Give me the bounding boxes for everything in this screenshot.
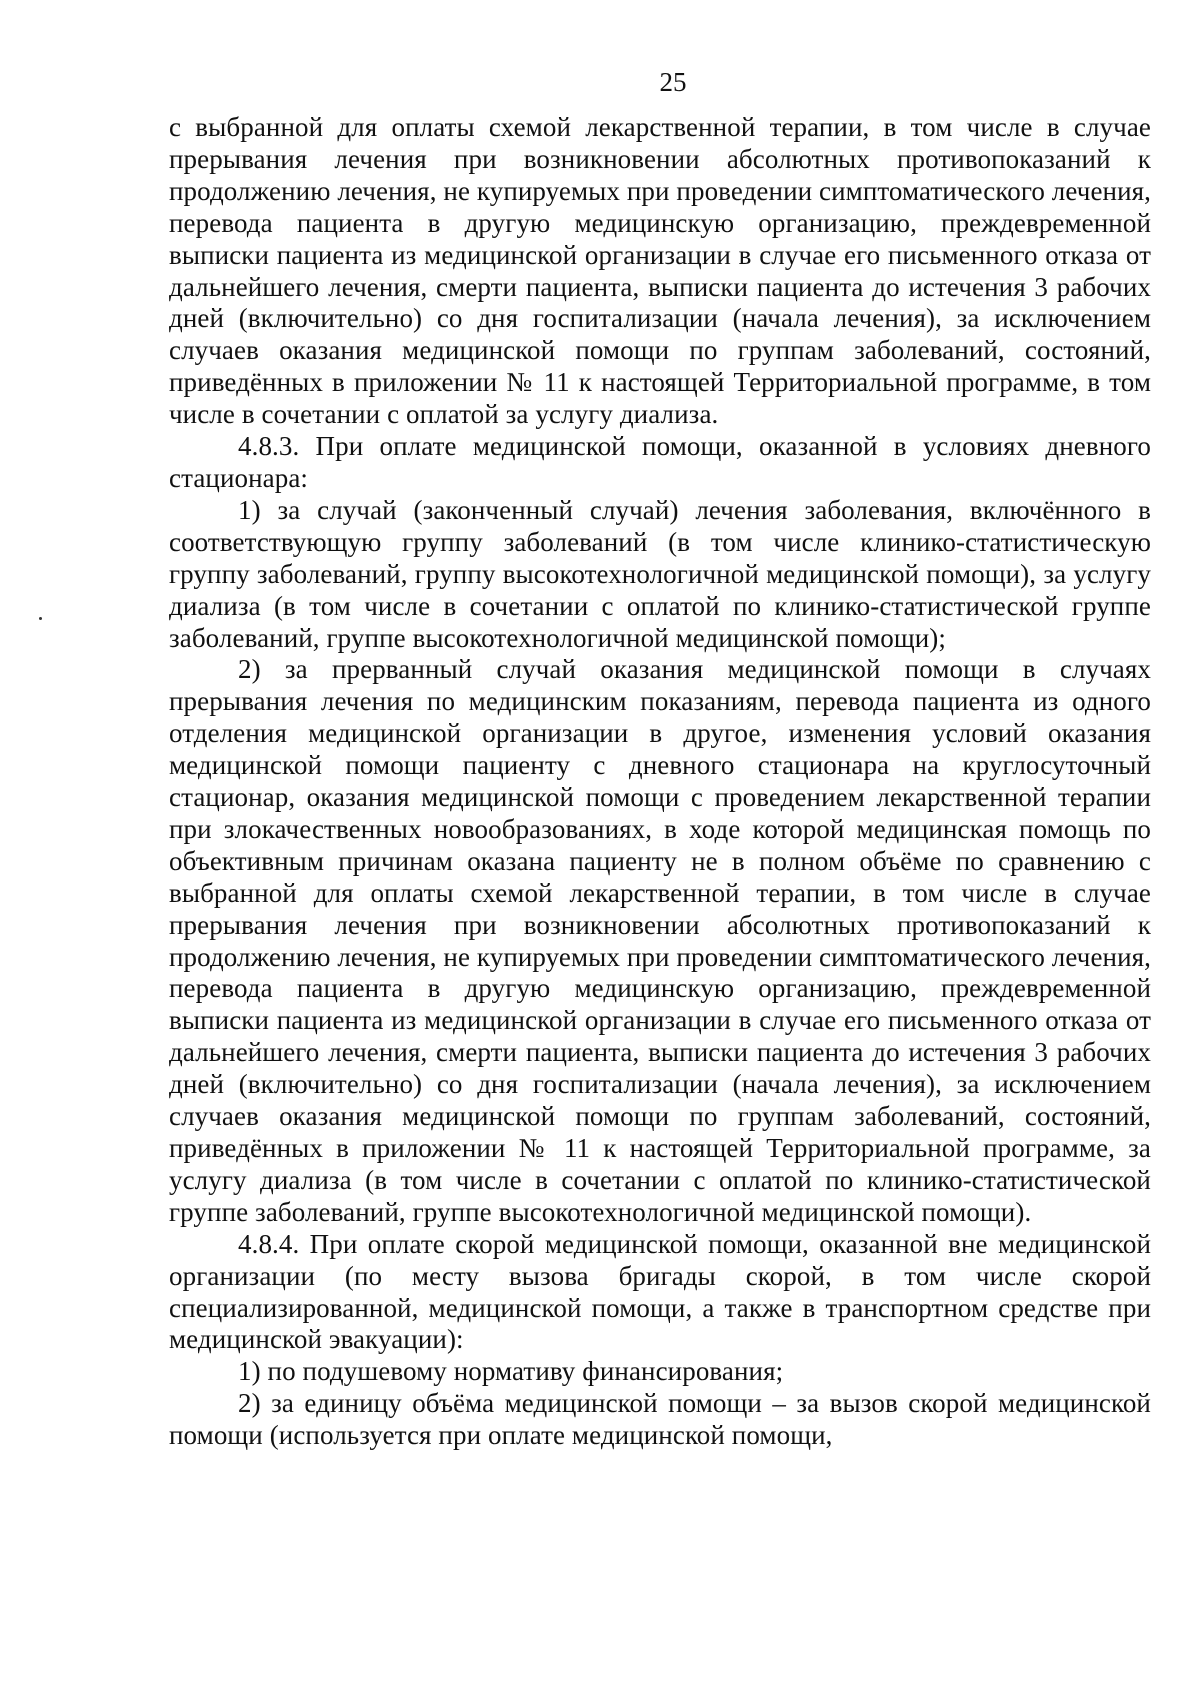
item-4-8-4-1: 1) по подушевому нормативу финансирования; xyxy=(238,1356,784,1387)
scan-speck xyxy=(39,617,42,620)
section-4-8-3: 4.8.3. При оплате медицинской помощи, оказанной в условиях дневного стационара: xyxy=(169,431,1151,493)
document-body xyxy=(169,112,1151,1452)
item-4-8-3-1: 1) за случай (законченный случай) лечения заболевания, включённого в соответствующую группу заболеваний (в том числе клинико-статистическую группу заболеваний, группу высокотехнологичной медицинской помощи), за услугу диализа (в том числе в сочетании с оплатой по клинико-статистической группе заболеваний, группе высокотехнологичной медицинской помощи); xyxy=(169,494,1151,653)
item-4-8-3-2: 2) за прерванный случай оказания медицинской помощи в случаях прерывания лечения по медицинским показаниям, перевода пациента из одного отделения медицинской организации в другое, изменения условий оказания медицинской помощи пациенту с дневного стационара на круглосуточный стационар, оказания медицинской помощи с проведением лекарственной терапии при злокачественных новообразованиях, в ходе которой медицинская помощь по объективным причинам оказана пациенту не в полном объёме по сравнению с выбранной для оплаты схемой лекарственной терапии, в том числе в случае прерывания лечения при возникновении абсолютных противопоказаний к продолжению лечения, не купируемых при проведении симптоматического лечения, перевода пациента в другую медицинскую организацию, преждевременной выписки пациента из медицинской организации в случае его письменного отказа от дальнейшего лечения, смерти пациента, выписки пациента до истечения 3 рабочих дней (включительно) со дня госпитализации (начала лечения), за исключением случаев оказания медицинской помощи по группам заболеваний, состояний, приведённых в приложении № 11 к настоящей Территориальной программе, за услугу диализа (в том числе в сочетании с оплатой по клинико-статистической группе заболеваний, группе высокотехнологичной медицинской помощи). xyxy=(169,654,1151,1227)
item-4-8-4-2: 2) за единицу объёма медицинской помощи – за вызов скорой медицинской помощи (используется при оплате медицинской помощи, xyxy=(169,1388,1151,1451)
section-4-8-4: 4.8.4. При оплате скорой медицинской помощи, оказанной вне медицинской организации (по месту вызова бригады скорой, в том числе скорой специализированной, медицинской помощи, а также в транспортном средстве при медицинской эвакуации): xyxy=(169,1228,1151,1355)
page-number: 25 xyxy=(659,67,687,97)
paragraph-continuation: с выбранной для оплаты схемой лекарственной терапии, в том числе в случае прерывания лечения при возникновении абсолютных противопоказаний к продолжению лечения, не купируемых при проведении симптоматического лечения, перевода пациента в другую медицинскую организацию, преждевременной выписки пациента из медицинской организации в случае его письменного отказа от дальнейшего лечения, смерти пациента, выписки пациента до истечения 3 рабочих дней (включительно) со дня госпитализации (начала лечения), за исключением случаев оказания медицинской помощи по группам заболеваний, состояний, приведённых в приложении № 11 к настоящей Территориальной программе, в том числе в сочетании с оплатой за услугу диализа. xyxy=(169,112,1151,430)
